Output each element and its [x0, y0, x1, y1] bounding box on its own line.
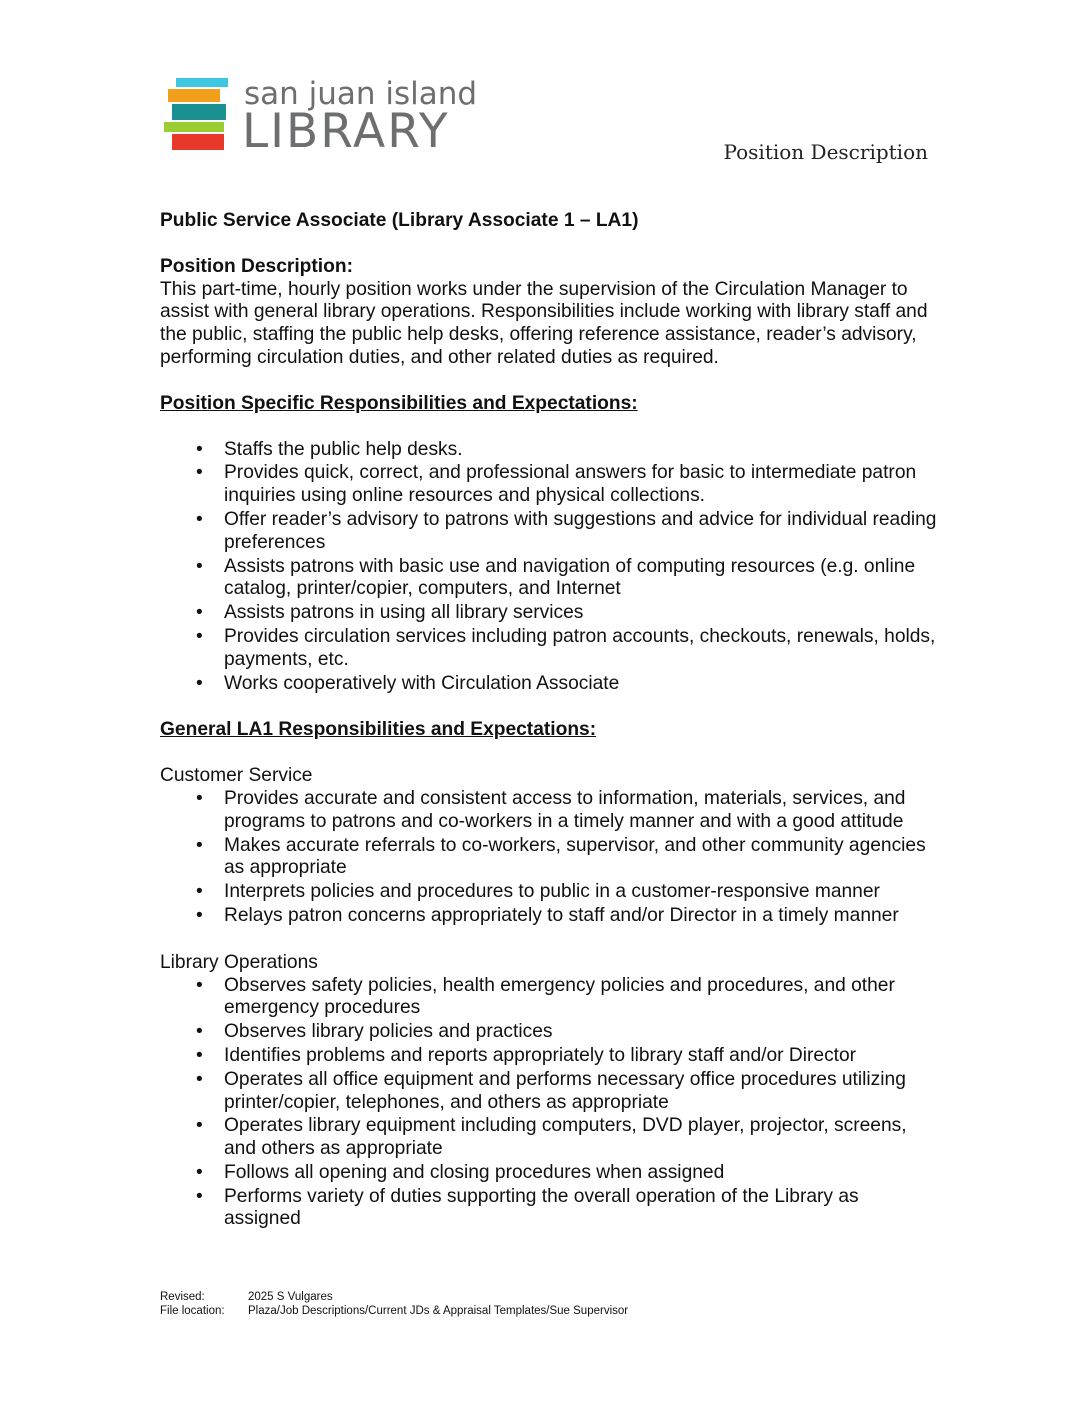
logo-text-bottom: LIBRARY [242, 104, 450, 159]
list-item: • Assists patrons in using all library services [196, 602, 584, 624]
list-item: • Performs variety of duties supporting the overall operation of the Library as assigned [196, 1185, 859, 1230]
list-item: • Follows all opening and closing procedures when assigned [196, 1161, 725, 1183]
list-item: • Makes accurate referrals to co-workers, supervisor, and other community agencies as appropriate [196, 834, 926, 879]
general-responsibilities-heading: General LA1 Responsibilities and Expectations: [160, 719, 597, 741]
list-item: • Provides quick, correct, and professional answers for basic to intermediate patron inquiries using online resources and physical collections. [196, 462, 917, 507]
file-location-value: Plaza/Job Descriptions/Current JDs & Appraisal Templates/Sue Supervisor [248, 1305, 629, 1317]
list-item: • Assists patrons with basic use and navigation of computing resources (e.g. online catalog, printer/copier, computers, and Internet [196, 555, 916, 600]
logo-text-top: san juan island [244, 76, 478, 112]
list-item: • Offer reader’s advisory to patrons with suggestions and advice for individual reading preferences [196, 508, 937, 553]
logo-bar-2 [168, 89, 220, 102]
list-item: • Interprets policies and procedures to public in a customer-responsive manner [196, 881, 880, 903]
document-type-label: Position Description [723, 140, 928, 164]
page-title: Public Service Associate (Library Associate 1 – LA1) [160, 210, 639, 231]
list-item: • Observes safety policies, health emergency policies and procedures, and other emergency procedures [196, 974, 895, 1019]
file-location-row [160, 1304, 628, 1318]
document-body [160, 210, 940, 1232]
position-description-text: This part-time, hourly position works under the supervision of the Circulation Manager to assist with general library operations. Responsibilities include working with library staff and the public, staffing the public help desks, offering reference assistance, reader’s advisory, performing circulation duties, and other related duties as required. [160, 278, 928, 368]
specific-responsibilities-heading: Position Specific Responsibilities and Expectations: [160, 392, 638, 414]
library-operations-label: Library Operations [160, 951, 318, 973]
list-item: • Staffs the public help desks. [196, 438, 463, 460]
position-description-heading: Position Description: [160, 255, 353, 277]
specific-responsibilities-list [160, 439, 940, 696]
revised-row [160, 1290, 628, 1304]
list-item: • Identifies problems and reports appropriately to library staff and/or Director [196, 1044, 857, 1066]
customer-service-label: Customer Service [160, 765, 313, 787]
logo-bar-1 [176, 78, 228, 87]
customer-service-list [160, 788, 940, 928]
list-item: • Relays patron concerns appropriately to staff and/or Director in a timely manner [196, 904, 899, 926]
page-footer [160, 1290, 628, 1318]
logo-bar-3 [172, 104, 226, 120]
list-item: • Provides circulation services including patron accounts, checkouts, renewals, holds, payments, etc. [196, 625, 936, 670]
list-item: • Operates library equipment including computers, DVD player, projector, screens, and others as appropriate [196, 1115, 907, 1160]
list-item: • Operates all office equipment and performs necessary office procedures utilizing printer/copier, telephones, and others as appropriate [196, 1068, 906, 1113]
list-item: • Provides accurate and consistent access to information, materials, services, and programs to patrons and co-workers in a timely manner and with a good attitude [196, 787, 906, 832]
file-location-label: File location: [160, 1305, 225, 1317]
list-item: • Works cooperatively with Circulation Associate [196, 672, 620, 694]
revised-label: Revised: [160, 1291, 205, 1303]
list-item: • Observes library policies and practices [196, 1021, 553, 1043]
library-logo [164, 76, 484, 159]
revised-value: 2025 S Vulgares [248, 1291, 333, 1303]
library-operations-list [160, 975, 940, 1232]
logo-bar-4 [164, 122, 224, 132]
logo-bar-5 [172, 134, 224, 150]
